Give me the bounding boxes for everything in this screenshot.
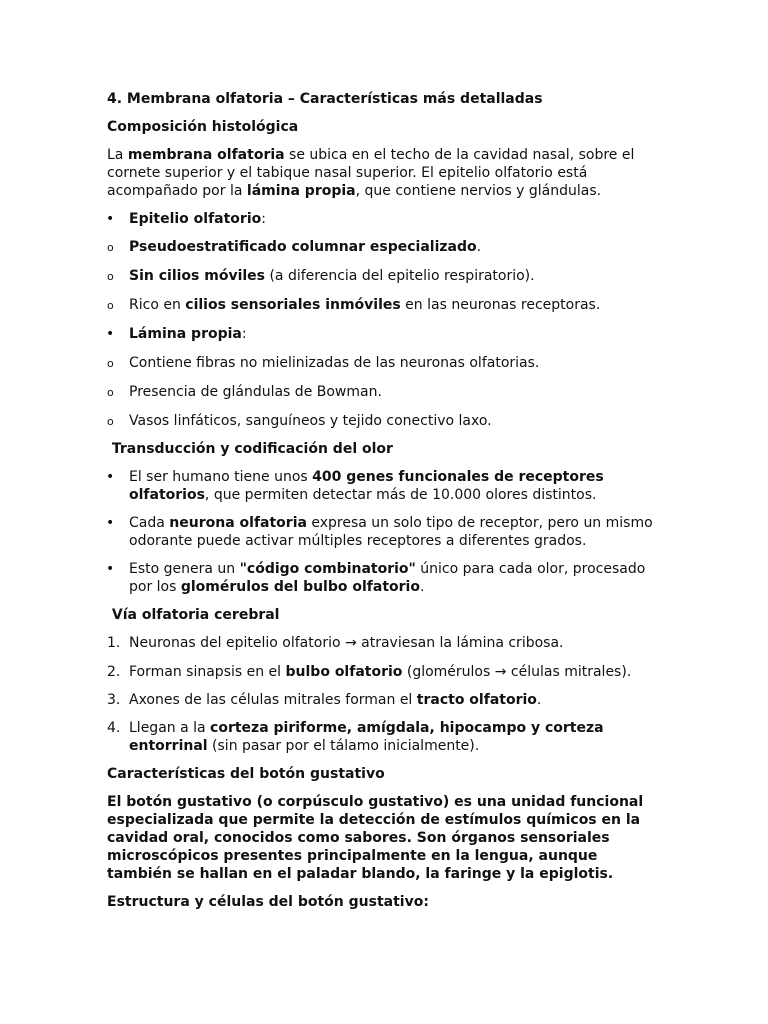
text-run: La <box>107 147 128 163</box>
list-item-text <box>129 561 645 595</box>
list-item-text <box>129 355 539 371</box>
sub-bullet-marker: o <box>107 415 114 428</box>
list-item-text <box>129 635 563 651</box>
number-marker: 4. <box>107 720 121 736</box>
number-marker: 2. <box>107 664 121 680</box>
text-run: único para cada olor, procesado por los <box>129 561 646 595</box>
number-marker: 1. <box>107 635 121 651</box>
heading-transduction: Transducción y codificación del olor <box>107 441 393 457</box>
list-item-text <box>129 211 266 227</box>
heading-structure: Estructura y células del botón gustativo: <box>107 894 429 910</box>
list-item-text <box>129 326 247 342</box>
bold-text-run: cilios sensoriales inmóviles <box>185 297 401 313</box>
text-run: . <box>476 239 482 255</box>
text-run: , que contiene nervios y glándulas. <box>355 183 602 199</box>
text-run: Forman sinapsis en el <box>129 664 286 680</box>
list-item-transduction-2 <box>107 514 667 550</box>
sub-item-lamina-2 <box>107 383 667 401</box>
list-item-text <box>129 413 492 429</box>
list-item-text <box>129 239 481 255</box>
text-run: : <box>241 326 247 342</box>
sub-item-lamina-3 <box>107 412 667 430</box>
numbered-item-3 <box>107 691 667 709</box>
list-item-text <box>129 297 600 313</box>
bold-text-run: glomérulos del bulbo olfatorio <box>180 579 420 595</box>
numbered-item-4 <box>107 719 667 755</box>
number-marker: 3. <box>107 692 121 708</box>
list-item-transduction-3 <box>107 560 667 596</box>
sub-item-epitelio-2 <box>107 267 667 285</box>
sub-item-lamina-1 <box>107 354 667 372</box>
text-run: Neuronas del epitelio olfatorio → atraviesan la lámina cribosa. <box>129 635 564 651</box>
text-run: Rico en <box>129 297 186 313</box>
bold-text-run: tracto olfatorio <box>416 692 537 708</box>
sub-bullet-marker: o <box>107 270 114 283</box>
text-run: expresa un solo tipo de receptor, pero un mismo odorante puede activar múltiples receptores a diferentes grados. <box>129 515 653 549</box>
numbered-item-1 <box>107 634 667 652</box>
text-run: Cada <box>129 515 170 531</box>
bullet-marker: • <box>106 515 115 531</box>
bullet-marker: • <box>106 211 115 227</box>
text-run: se ubica en el techo de la cavidad nasal, sobre el cornete superior y el tabique nasal superior. El epitelio olfatorio está acompañado por la <box>107 147 635 199</box>
bold-text-run: Epitelio olfatorio <box>129 211 262 227</box>
heading-pathway: Vía olfatoria cerebral <box>107 607 280 623</box>
text-run: , que permiten detectar más de 10.000 olores distintos. <box>204 487 597 503</box>
bold-text-run: membrana olfatoria <box>127 147 285 163</box>
bold-text-run: lámina propia <box>246 183 356 199</box>
sub-bullet-marker: o <box>107 241 114 254</box>
sub-bullet-marker: o <box>107 299 114 312</box>
text-run: Llegan a la <box>129 720 211 736</box>
list-item-text <box>129 664 631 680</box>
bullet-marker: • <box>106 561 115 577</box>
numbered-item-2 <box>107 663 667 681</box>
bold-text-run: neurona olfatoria <box>169 515 307 531</box>
text-run: : <box>261 211 266 227</box>
heading-taste: Características del botón gustativo <box>107 766 385 782</box>
text-run: Contiene fibras no mielinizadas de las neuronas olfatorias. <box>129 355 540 371</box>
text-run: . <box>536 692 542 708</box>
bold-text-run: Sin cilios móviles <box>129 268 266 284</box>
list-item-epitelio <box>107 210 667 228</box>
text-run: . <box>419 579 425 595</box>
sub-item-epitelio-3 <box>107 296 667 314</box>
bullet-marker: • <box>106 326 115 342</box>
text-run: Esto genera un <box>129 561 240 577</box>
heading-histology: Composición histológica <box>107 119 299 135</box>
bold-text-run: Pseudoestratificado columnar especializado <box>129 239 477 255</box>
text-run: Axones de las células mitrales forman el <box>129 692 417 708</box>
bold-text-run: "código combinatorio" <box>239 561 416 577</box>
sub-bullet-marker: o <box>107 357 114 370</box>
bold-text-run: bulbo olfatorio <box>285 664 403 680</box>
page-title: 4. Membrana olfatoria – Características más detalladas <box>107 91 543 107</box>
sub-bullet-marker: o <box>107 386 114 399</box>
text-run: Vasos linfáticos, sanguíneos y tejido conectivo laxo. <box>129 413 492 429</box>
list-item-text <box>129 268 535 284</box>
sub-item-epitelio-1 <box>107 238 667 256</box>
list-item-text <box>129 469 604 503</box>
text-run: El ser humano tiene unos <box>129 469 313 485</box>
bold-text-run: Lámina propia <box>129 326 242 342</box>
text-run: (a diferencia del epitelio respiratorio). <box>265 268 535 284</box>
text-run: Presencia de glándulas de Bowman. <box>129 384 382 400</box>
document-body <box>107 90 667 911</box>
list-item-lamina <box>107 325 667 343</box>
bold-text-run: corteza piriforme, amígdala, hipocampo y corteza entorrinal <box>129 720 604 754</box>
list-item-text <box>129 515 653 549</box>
intro-paragraph <box>107 146 667 200</box>
list-item-text <box>129 692 541 708</box>
taste-paragraph: El botón gustativo (o corpúsculo gustativo) es una unidad funcional especializada que permite la detección de estímulos químicos en la cavidad oral, conocidos como sabores. Son órganos sensoriales microscópicos presentes principalmente en la lengua, aunque también se hallan en el paladar blando, la faringe y la epiglotis. <box>107 794 644 882</box>
text-run: (glomérulos → células mitrales). <box>402 664 632 680</box>
list-item-text <box>129 384 382 400</box>
bullet-marker: • <box>106 469 115 485</box>
text-run: en las neuronas receptoras. <box>400 297 601 313</box>
list-item-text <box>129 720 604 754</box>
list-item-transduction-1 <box>107 468 667 504</box>
bold-text-run: 400 genes funcionales de receptores olfatorios <box>129 469 604 503</box>
text-run: (sin pasar por el tálamo inicialmente). <box>207 738 480 754</box>
